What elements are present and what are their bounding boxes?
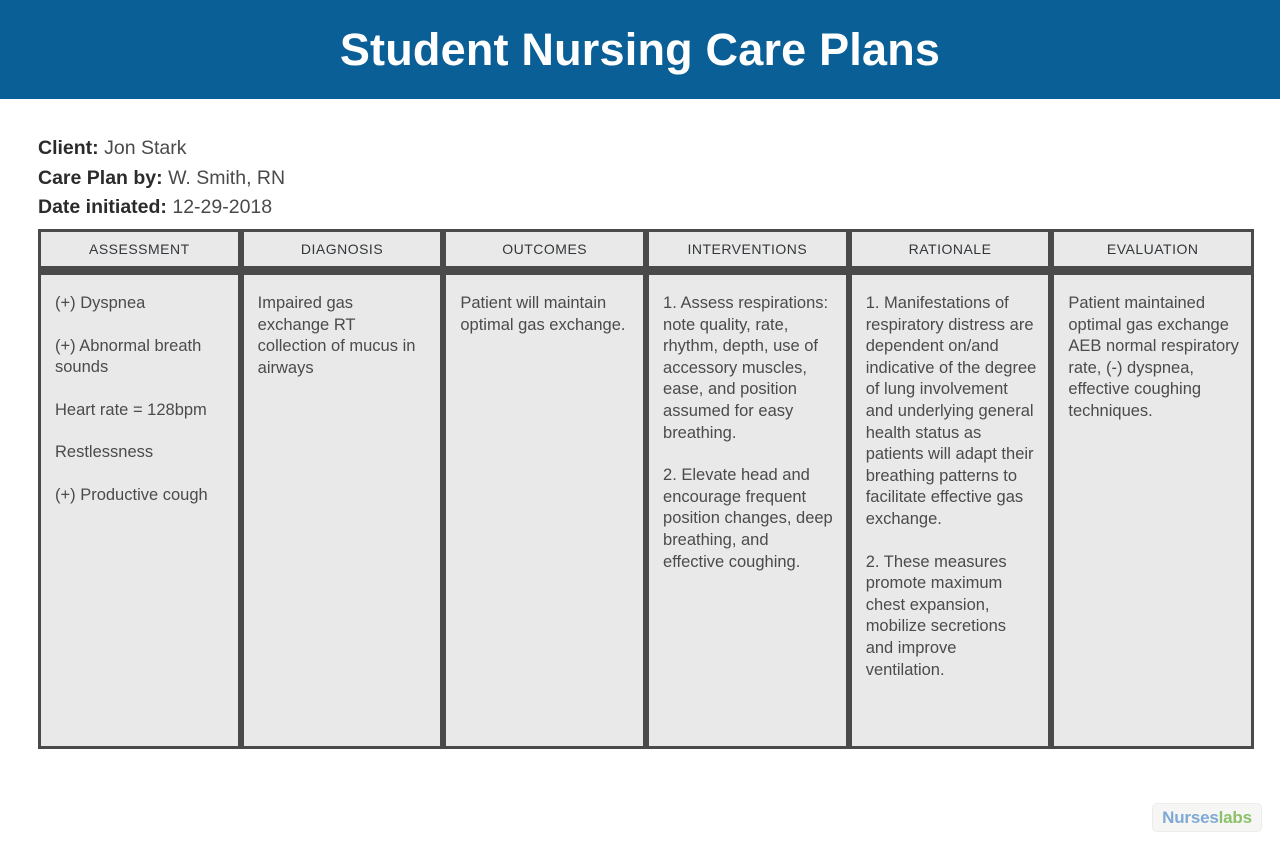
page-title: Student Nursing Care Plans: [339, 24, 941, 75]
cell-interventions: [649, 275, 846, 746]
client-label: Client:: [38, 137, 99, 159]
interventions-item: 2. Elevate head and encourage frequent position changes, deep breathing, and effective coughing.: [663, 466, 833, 571]
nurseslabs-logo: [1152, 803, 1262, 832]
cell-rationale: [852, 275, 1049, 746]
column-header-assessment: ASSESSMENT: [41, 232, 238, 266]
assessment-item: Heart rate = 128bpm: [55, 400, 207, 419]
diagnosis-item: Impaired gas exchange RT collection of mucus in airways: [257, 294, 416, 377]
date-initiated-label: Date initiated:: [38, 196, 167, 218]
cell-diagnosis: [244, 275, 441, 746]
assessment-item: (+) Dyspnea: [55, 294, 146, 312]
page-banner: [0, 0, 1280, 99]
meta-row-client: [38, 134, 285, 164]
assessment-item: (+) Abnormal breath sounds: [55, 336, 202, 377]
patient-meta-block: [38, 134, 285, 223]
careplan-by-label: Care Plan by:: [38, 166, 163, 189]
column-header-diagnosis: DIAGNOSIS: [244, 232, 441, 266]
meta-row-careplan-by: [38, 164, 285, 194]
assessment-item: (+) Productive cough: [55, 485, 208, 504]
client-value: Jon Stark: [104, 137, 187, 159]
care-plan-table: [38, 229, 1254, 749]
rationale-item: 1. Manifestations of respiratory distress are dependent on/and indicative of the degree of lung involvement and underlying general health status as patients will adapt their breathing patterns to facilitate effective gas exchange.: [865, 294, 1037, 528]
cell-assessment: [41, 275, 238, 746]
column-header-interventions: INTERVENTIONS: [649, 232, 846, 266]
evaluation-item: Patient maintained optimal gas exchange AEB normal respiratory rate, (-) dyspnea, effective coughing techniques.: [1068, 294, 1239, 420]
cell-evaluation: [1054, 275, 1251, 746]
logo-text-nurses: Nurses: [1162, 807, 1219, 827]
interventions-item: 1. Assess respirations: note quality, rate, rhythm, depth, use of accessory muscles, ease, and position assumed for easy breathing.: [663, 294, 829, 442]
column-header-outcomes: OUTCOMES: [446, 232, 643, 266]
cell-outcomes: [446, 275, 643, 746]
logo-text-labs: labs: [1218, 807, 1252, 827]
rationale-item: 2. These measures promote maximum chest expansion, mobilize secretions and improve ventilation.: [865, 552, 1007, 679]
careplan-by-value: W. Smith, RN: [168, 166, 286, 189]
table-header-row: [38, 229, 1254, 266]
outcomes-item: Patient will maintain optimal gas exchange.: [460, 294, 626, 334]
column-header-rationale: RATIONALE: [852, 232, 1049, 266]
assessment-item: Restlessness: [55, 443, 154, 462]
column-header-evaluation: EVALUATION: [1054, 232, 1251, 266]
table-body-row: [38, 272, 1254, 749]
meta-row-date-initiated: [38, 193, 285, 223]
date-initiated-value: 12-29-2018: [172, 196, 273, 218]
